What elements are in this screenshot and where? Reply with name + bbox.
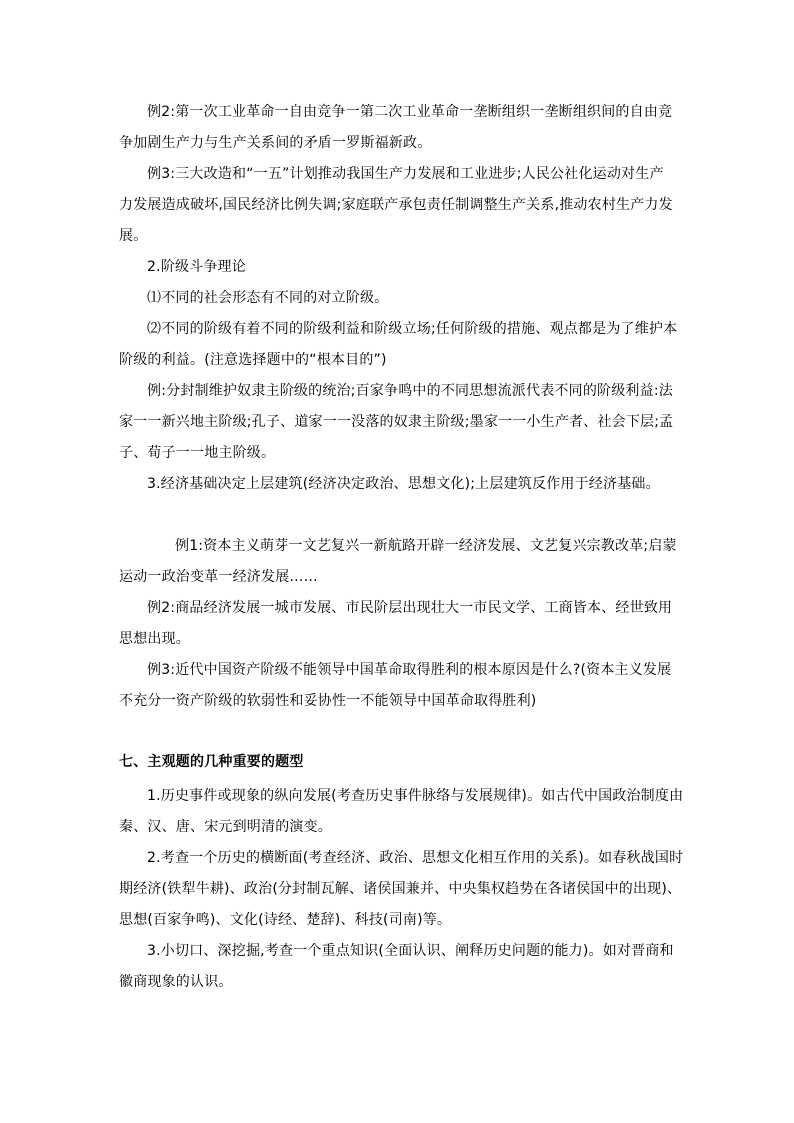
paragraph-line: 思想出现。 [119, 631, 190, 647]
paragraph-line: 子、荀子一一地主阶级。 [119, 445, 276, 461]
paragraph-line: ⑴不同的社会形态有不同的对立阶级。 [147, 290, 389, 306]
paragraph-line: 例2:第一次工业革命一自由竞争一第二次工业革命一垄断组织一垄断组织间的自由竞 [147, 104, 673, 120]
paragraph-line: 展。 [119, 228, 148, 244]
paragraph-line: 例:分封制维护奴隶主阶级的统治;百家争鸣中的不同思想流派代表不同的阶级利益:法 [147, 383, 673, 399]
paragraph-line: 3.小切口、深挖掘,考查一个重点知识(全面认识、阐释历史问题的能力)。如对晋商和 [147, 943, 674, 959]
section-heading: 2.阶级斗争理论 [147, 259, 246, 275]
paragraph-line: 思想(百家争鸣)、文化(诗经、楚辞)、科技(司南)等。 [119, 912, 452, 928]
paragraph-line: 2.考查一个历史的横断面(考查经济、政治、思想文化相互作用的关系)。如春秋战国时 [147, 850, 684, 866]
paragraph-line: 阶级的利益。(注意选择题中的“根本目的”) [119, 352, 387, 368]
paragraph-line: 秦、汉、唐、宋元到明清的演变。 [119, 819, 332, 835]
paragraph-line: 力发展造成破坏,国民经济比例失调;家庭联产承包责任制调整生产关系,推动农村生产力发 [119, 197, 673, 213]
chapter-heading: 七、主观题的几种重要的题型 [119, 754, 304, 770]
paragraph-line: 1.历史事件或现象的纵向发展(考查历史事件脉络与发展规律)。如古代中国政治制度由 [147, 788, 684, 804]
paragraph-line: 争加剧生产力与生产关系间的矛盾一罗斯福新政。 [119, 135, 432, 151]
paragraph-line: 运动一政治变革一经济发展…… [119, 569, 318, 585]
paragraph-line: 不充分一资产阶级的软弱性和妥协性一不能领导中国革命取得胜利) [119, 693, 537, 709]
paragraph-line: 家一一新兴地主阶级;孔子、道家一一没落的奴隶主阶级;墨家一一小生产者、社会下层;孟 [119, 414, 674, 430]
paragraph-line: 例3:三大改造和“一五”计划推动我国生产力发展和工业进步;人民公社化运动对生产 [147, 166, 664, 182]
section-heading: 3.经济基础决定上层建筑(经济决定政治、思想文化);上层建筑反作用于经济基础。 [147, 476, 660, 492]
paragraph-line: 例3:近代中国资产阶级不能领导中国革命取得胜利的根本原因是什么?(资本主义发展 [147, 662, 672, 678]
paragraph-line: 期经济(铁犁牛耕)、政治(分封制瓦解、诸侯国兼并、中央集权趋势在各诸侯国中的出现)、 [119, 881, 682, 897]
paragraph-line: 徽商现象的认识。 [119, 974, 233, 990]
paragraph-line: 例1:资本主义萌芽一文艺复兴一新航路开辟一经济发展、文艺复兴宗教改革;启蒙 [175, 538, 677, 554]
paragraph-line: ⑵不同的阶级有着不同的阶级利益和阶级立场;任何阶级的措施、观点都是为了维护本 [147, 321, 678, 337]
paragraph-line: 例2:商品经济发展一城市发展、市民阶层出现壮大一市民文学、工商皆本、经世致用 [147, 600, 673, 616]
